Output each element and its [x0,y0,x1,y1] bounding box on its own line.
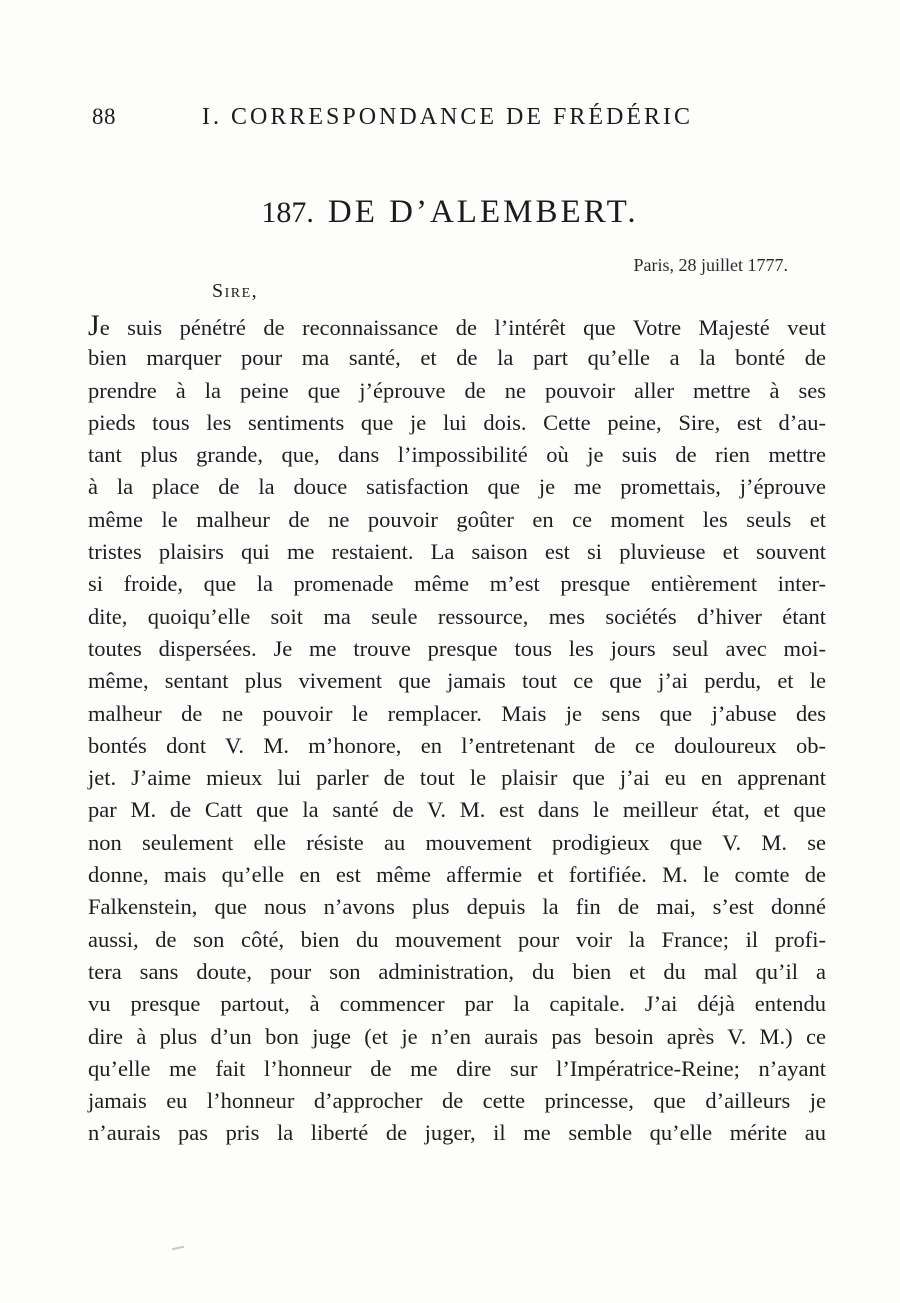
body-line: même le malheur de ne pouvoir goûter en ce moment les seuls et [88,506,826,532]
dateline: Paris, 28 juillet 1777. [633,255,788,275]
running-title: I. CORRESPONDANCE DE FRÉDÉRIC [202,104,694,130]
body-line: pieds tous les sentiments que je lui dois. Cette peine, Sire, est d’au- [88,409,826,435]
letter-title: DE D’ALEMBERT. [327,194,639,230]
running-head [92,104,732,136]
letter-body [88,310,826,1150]
body-line: tristes plaisirs qui me restaient. La saison est si pluvieuse et souvent [88,539,826,565]
body-line: vu presque partout, à commencer par la capitale. J’ai déjà entendu [88,991,826,1017]
print-smudge [172,1246,184,1250]
body-line: à la place de la douce satisfaction que je me promettais, j’éprouve [88,474,826,500]
body-line: non seulement elle résiste au mouvement prodigieux que V. M. se [88,829,826,855]
body-line: jet. J’aime mieux lui parler de tout le plaisir que j’ai eu en apprenant [88,765,826,791]
body-line: dire à plus d’un bon juge (et je n’en aurais pas besoin après V. M.) ce [88,1023,826,1049]
salutation: Sire, [212,280,259,302]
body-line: qu’elle me fait l’honneur de me dire sur l’Impératrice-Reine; n’ayant [88,1055,826,1081]
body-line: bontés dont V. M. m’honore, en l’entretenant de ce douloureux ob- [88,732,826,758]
body-line: malheur de ne pouvoir le remplacer. Mais je sens que j’abuse des [88,700,826,726]
body-line: même, sentant plus vivement que jamais tout ce que j’ai perdu, et le [88,668,826,694]
letter-number: 187. [261,196,314,229]
body-line: prendre à la peine que j’éprouve de ne pouvoir aller mettre à ses [88,377,826,403]
body-line: par M. de Catt que la santé de V. M. est dans le meilleur état, et que [88,797,826,823]
body-line: tant plus grande, que, dans l’impossibilité où je suis de rien mettre [88,442,826,468]
letter-heading [0,194,900,231]
body-line: aussi, de son côté, bien du mouvement pour voir la France; il profi- [88,926,826,952]
body-line: dite, quoiqu’elle soit ma seule ressource, mes sociétés d’hiver étant [88,603,826,629]
body-line: Falkenstein, que nous n’avons plus depuis la fin de mai, s’est donné [88,894,826,920]
body-line: si froide, que la promenade même m’est presque entièrement inter- [88,571,826,597]
page-number: 88 [92,104,116,129]
body-line: jamais eu l’honneur d’approcher de cette princesse, que d’ailleurs je [88,1088,826,1114]
body-line: toutes dispersées. Je me trouve presque tous les jours seul avec moi- [88,635,826,661]
body-line: donne, mais qu’elle en est même affermie et fortifiée. M. le comte de [88,862,826,888]
body-line: n’aurais pas pris la liberté de juger, il me semble qu’elle mérite au [88,1120,826,1146]
body-line: bien marquer pour ma santé, et de la part qu’elle a la bonté de [88,345,826,371]
body-line: Je suis pénétré de reconnaissance de l’intérêt que Votre Majesté veut [88,309,826,342]
body-line: tera sans doute, pour son administration, du bien et du mal qu’il a [88,958,826,984]
